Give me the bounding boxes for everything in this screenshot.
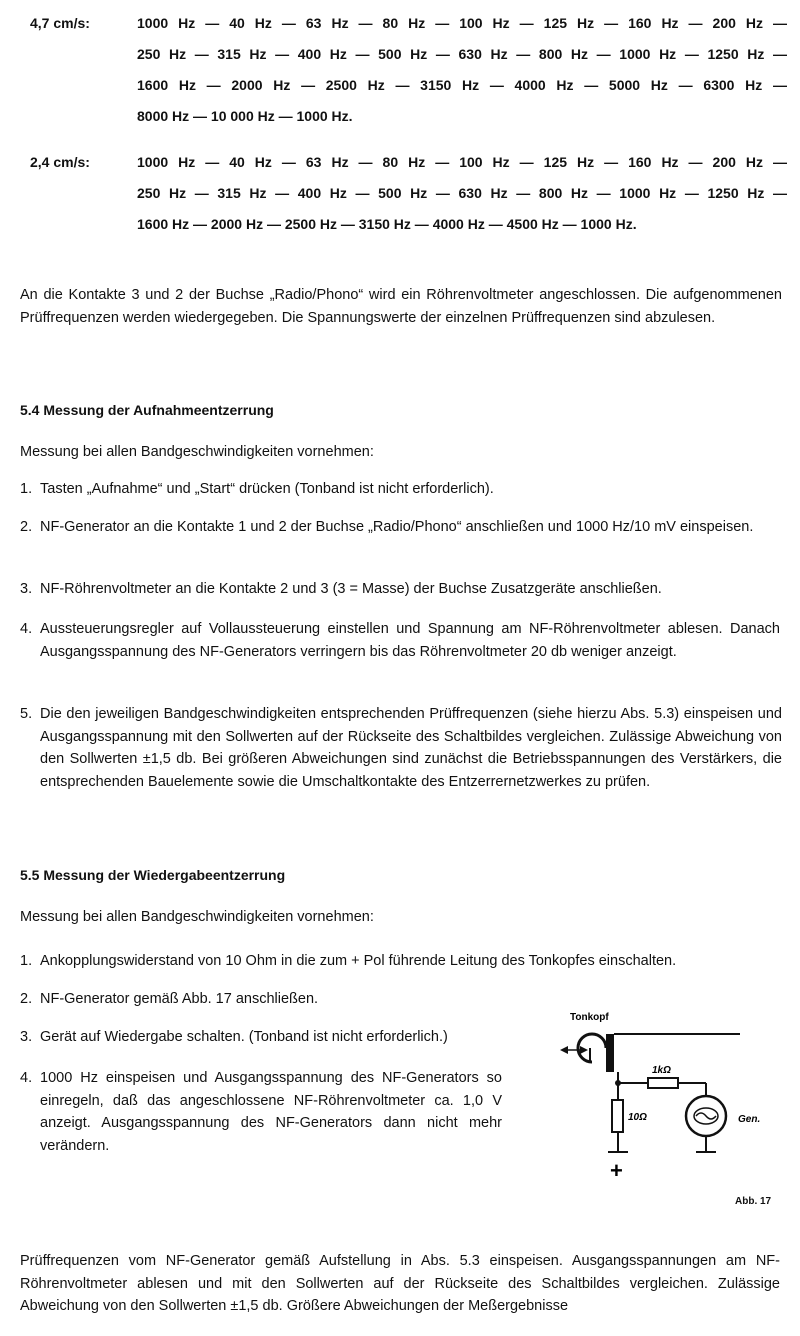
tonkopf-label: Tonkopf: [570, 1012, 609, 1023]
arrow-right-icon: [580, 1046, 588, 1054]
item-text: NF-Röhrenvoltmeter an die Kontakte 2 und 3 (3 = Masse) der Buchse Zusatzgeräte anschließen.: [40, 581, 662, 597]
item-text: NF-Generator gemäß Abb. 17 anschließen.: [40, 991, 319, 1007]
freq-line: 1000 Hz — 40 Hz — 63 Hz — 80 Hz — 100 Hz — 125 Hz — 160 Hz — 200 Hz —: [137, 154, 787, 170]
item-number: 2.: [20, 519, 33, 535]
section-intro: Messung bei allen Bandgeschwindigkeiten vornehmen:: [20, 909, 374, 925]
section-heading-5-5: 5.5 Messung der Wiedergabeentzerrung: [20, 867, 286, 883]
item-text: NF-Generator an die Kontakte 1 und 2 der Buchse „Radio/Phono“ anschließen und 1000 Hz/10 mV einspeisen.: [40, 519, 754, 535]
item-text: Aussteuerungsregler auf Vollaussteuerung einstellen und Spannung am NF-Röhrenvoltmeter ablesen. Danach Ausgangsspannung des NF-Generators verringern bis das Röhrenvoltmeter 20 db weniger anzeigt.: [40, 621, 780, 660]
item-number: 2.: [20, 991, 33, 1007]
item-number: 5.: [20, 706, 33, 722]
figure-caption: Abb. 17: [735, 1196, 772, 1207]
speed-label: 4,7 cm/s:: [30, 15, 90, 31]
item-number: 1.: [20, 481, 33, 497]
item-number: 3.: [20, 1029, 33, 1045]
item-number: 4.: [20, 1070, 33, 1086]
head-core: [606, 1034, 614, 1072]
resistor-1k-label: 1kΩ: [652, 1065, 671, 1076]
freq-line: 1600 Hz — 2000 Hz — 2500 Hz — 3150 Hz — 4000 Hz — 5000 Hz — 6300 Hz —: [137, 77, 787, 93]
freq-line: 250 Hz — 315 Hz — 400 Hz — 500 Hz — 630 Hz — 800 Hz — 1000 Hz — 1250 Hz —: [137, 185, 787, 201]
item-number: 1.: [20, 953, 33, 969]
item-text: Tasten „Aufnahme“ und „Start“ drücken (Tonband ist nicht erforderlich).: [40, 481, 494, 497]
section-intro: Messung bei allen Bandgeschwindigkeiten vornehmen:: [20, 444, 374, 460]
arrow-left-icon: [560, 1046, 568, 1054]
item-text: Die den jeweiligen Bandgeschwindigkeiten entsprechenden Prüffrequenzen (siehe hierzu Abs. 5.3) einspeisen und Ausgangsspannung mit den Sollwerten auf der Rückseite des Schaltbildes vergleichen. Zulässige Abweichung von den Sollwerten ±1,5 db. Bei größeren Abweichungen sind zunächst die Betriebsspannungen des Verstärkers, die entsprechenden Bauelemente sowie die Umschaltkontakte des Entzerrernetzwerkes zu prüfen.: [40, 706, 782, 790]
section-heading-5-4: 5.4 Messung der Aufnahmeentzerrung: [20, 402, 274, 418]
paragraph-playback: An die Kontakte 3 und 2 der Buchse „Radio/Phono“ wird ein Röhrenvoltmeter angeschlossen. Die aufgenommenen Prüffrequenzen werden wiedergegeben. Die Spannungswerte der einzelnen Prüffrequenzen sind abzulesen.: [20, 287, 782, 326]
freq-line: 1600 Hz — 2000 Hz — 2500 Hz — 3150 Hz — 4000 Hz — 4500 Hz — 1000 Hz.: [137, 216, 637, 232]
freq-line: 250 Hz — 315 Hz — 400 Hz — 500 Hz — 630 Hz — 800 Hz — 1000 Hz — 1250 Hz —: [137, 46, 787, 62]
item-number: 3.: [20, 581, 33, 597]
resistor-10-icon: [612, 1100, 623, 1132]
speed-label: 2,4 cm/s:: [30, 154, 90, 170]
item-text: 1000 Hz einspeisen und Ausgangsspannung des NF-Generators so einregeln, daß das angeschlossene NF-Röhrenvoltmeter ca. 1,0 V anzeigt. Ausgangsspannung des NF-Generators dann nicht mehr verändern.: [40, 1070, 502, 1154]
freq-line: 8000 Hz — 10 000 Hz — 1000 Hz.: [137, 108, 353, 124]
paragraph-final: Prüffrequenzen vom NF-Generator gemäß Aufstellung in Abs. 5.3 einspeisen. Ausgangsspannungen am NF-Röhrenvoltmeter ablesen und mit den Sollwerten auf der Rückseite des Schaltbildes vergleichen. Zulässige Abweichung von den Sollwerten ±1,5 db. Größere Abweichungen der Meßergebnisse: [20, 1253, 780, 1314]
freq-line: 1000 Hz — 40 Hz — 63 Hz — 80 Hz — 100 Hz — 125 Hz — 160 Hz — 200 Hz —: [137, 15, 787, 31]
generator-label: Gen.: [738, 1114, 761, 1125]
item-text: Ankopplungswiderstand von 10 Ohm in die zum + Pol führende Leitung des Tonkopfes einschalten.: [40, 953, 677, 969]
resistor-10-label: 10Ω: [628, 1112, 647, 1123]
plus-icon: +: [610, 1158, 623, 1183]
item-text: Gerät auf Wiedergabe schalten. (Tonband ist nicht erforderlich.): [40, 1029, 448, 1045]
resistor-1k-icon: [648, 1078, 678, 1088]
circuit-diagram: [548, 1010, 788, 1210]
item-number: 4.: [20, 621, 33, 637]
